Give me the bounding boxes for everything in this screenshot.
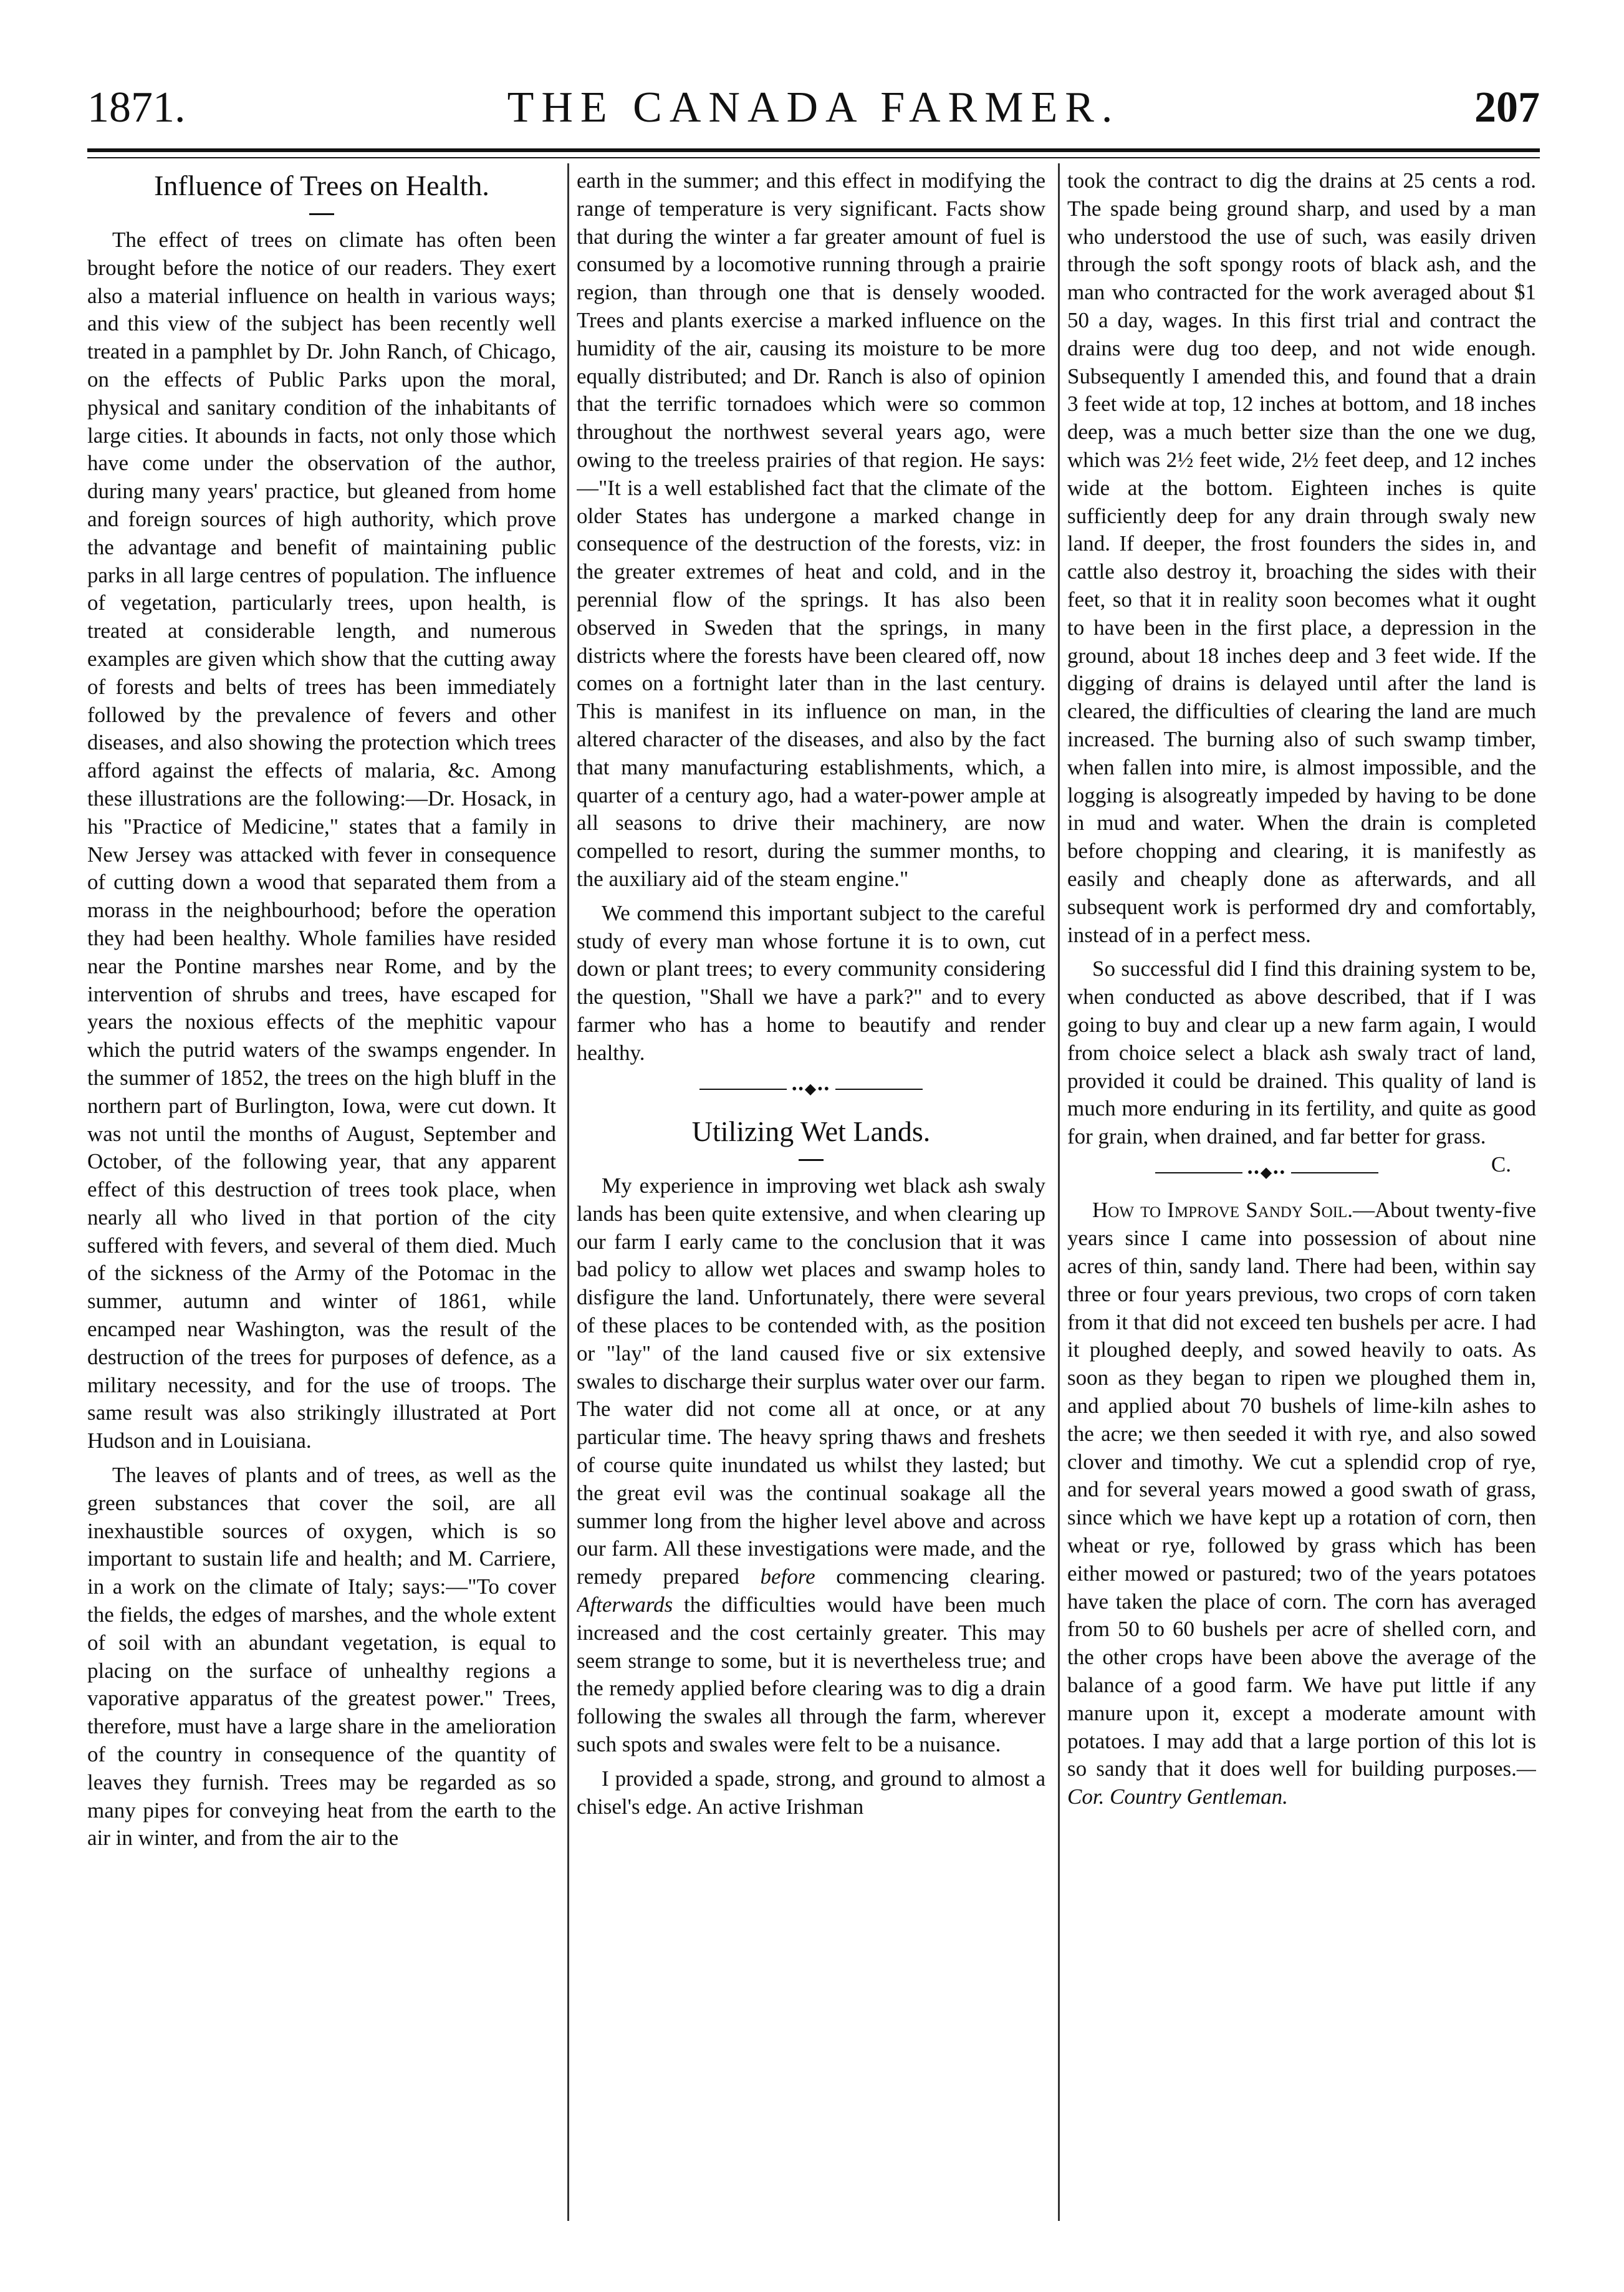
emphasis-text: Afterwards [577,1592,673,1617]
ornament-mark: ••◆•• [791,1081,831,1097]
article-paragraph [1067,1197,1536,1811]
article-title-trees-health: Influence of Trees on Health. [154,170,489,201]
article-paragraph [577,1172,1045,1759]
title-dash [309,213,334,215]
year-label: 1871. [87,84,186,132]
ornament-line [835,1089,923,1090]
column-right [1067,167,1536,2212]
emphasis-text: before [760,1564,815,1589]
ornament-line [1291,1172,1378,1173]
source-credit: —Cor. Country Gentleman. [1067,1756,1536,1809]
section-ornament [577,1076,1045,1102]
article-paragraph: The leaves of plants and of trees, as well as the green substances that cover the soil, are all inexhaustible sources of oxygen, which is so important to sustain life and health; and M. Carriere, in a work on the climate of Italy; says:—"To cover the fields, the edges of marshes, and the whole extent of soil with an abundant vegetation, is equal to placing on the surface of unhealthy regions a vaporative apparatus of the greatest power." Trees, therefore, must have a large share in the amelioration of the country in consequence of the quantity of leaves they furnish. Trees may be regarded as so many pipes for conveying heat from the earth to the air in winter, and from the air to the [87,1463,556,1851]
article-paragraph: earth in the summer; and this effect in modifying the range of temperature is very significant. Facts show that during the winter a far greater amount of fuel is consumed by a locomotive running through a prairie region, than through one that is densely wooded. Trees and plants exercise a marked influence on the humidity of the air, causing its moisture to be more equally distributed; and Dr. Ranch is also of opinion that the terrific tornadoes which were so common throughout the northwest several years ago, were owing to the treeless prairies of that region. He says:—"It is a well established fact that the climate of the older States has undergone a marked change in consequence of the destruction of the forests, viz: in the greater extremes of heat and cold, and in the perennial flow of the springs. It has also been observed in Sweden that the springs, in many districts where the forests have been cleared off, now comes on a fortnight later than in the last century. This is manifest in its influence on man, in the altered character of the diseases, and also by the fact that many manufacturing establishments, which, a quarter of a century ago, had a water-power ample at all seasons to drive their machinery, are now compelled to resort, during the summer months, to the auxiliary aid of the steam engine." [577,168,1045,891]
paragraph-text: —About twenty-five years since I came into possession of about nine acres of thin, sandy land. There had been, within say three or four years previous, two crops of corn taken from it that did not exceed ten bushels per acre. I had it ploughed deeply, and sowed heavily to oats. As soon as they began to ripen we ploughed them in, and applied about 70 bushels of lime-kiln ashes to the acre; we then seeded it with rye, and also sowed clover and timothy. We cut a splendid crop of rye, and for several years mowed a good swath of grass, since which we have kept up a rotation of corn, then wheat or rye, followed by grass which has been either mowed or pastured; two of the years potatoes have taken the place of corn. The corn has averaged from 50 to 60 bushels per acre of shelled corn, and the other crops have been above the average of the balance of a good farm. We have put little if any manure upon it, except a moderate amount with potatoes. I may add that a large portion of this lot is so sandy that it does well for building purposes. [1067,1198,1536,1781]
ornament-line [1155,1172,1242,1173]
article-paragraph: I provided a spade, strong, and ground to almost a chisel's edge. An active Irishman [577,1766,1045,1819]
sandy-soil-heading: How to Improve Sandy Soil. [1092,1198,1353,1223]
column-middle [577,167,1045,2212]
newspaper-title: THE CANADA FARMER. [507,84,1120,132]
title-dash [799,1159,824,1161]
article-paragraph: The effect of trees on climate has often been brought before the notice of our readers. They exert also a material influence on health in various ways; and this view of the subject has been recently well treated in a pamphlet by Dr. John Ranch, of Chicago, on the effects of Public Parks upon the moral, physical and sanitary condition of the inhabitants of large cities. It abounds in facts, not only those which have come under the observation of the author, during many years' practice, but gleaned from home and foreign sources of high authority, which prove the advantage and benefit of maintaining public parks in all large centres of population. The influence of vegetation, particularly trees, upon health, is treated at considerable length, and numerous examples are given which show that the cutting away of forests and belts of trees has been immediately followed by the prevalence of fevers and other diseases, and also showing the protection which trees afford against the effects of malaria, &c. Among these illustrations are the following:—Dr. Hosack, in his "Practice of Medicine," states that a family in New Jersey was attacked with fever in consequence of cutting down a wood that separated them from a morass in the neighbourhood; before the operation they had been healthy. Whole families have resided near the Pontine marshes near Rome, and by the intervention of shrubs and trees, have escaped for years the noxious effects of the mephitic vapour which the putrid waters of the swamps engender. In the summer of 1852, the trees on the high bluff in the northern part of Burlington, Iowa, were cut down. It was not until the months of August, September and October, of the following year, that any apparent effect of this destruction of trees took place, when nearly all who lived in that portion of the city suffered with fevers, and several of them died. Much of the sickness of the Army of the Potomac in the summer, autumn and winter of 1861, while encamped near Washington, was the result of the destruction of the trees for purposes of defence, as a military necessity, and for the use of troops. The same result was also strikingly illustrated at Port Hudson and in Louisiana. [87,228,556,1453]
header-rule-thick [87,148,1540,152]
paragraph-text: commencing clearing. [836,1564,1045,1589]
column-left [87,167,556,2212]
column-divider [1058,163,1060,2221]
author-signature: C. [1491,1152,1511,1177]
paragraph-text: So successful did I find this draining system to be, when conducted as above described, that if I was going to buy and clear up a new farm again, I would from choice select a black ash swaly tract of land, provided it could be drained. This quality of land is much more enduring in its fertility, and quite as good for grain, when drained, and far better for grass. [1067,956,1536,1149]
article-paragraph: took the contract to dig the drains at 25 cents a rod. The spade being ground sharp, and used by a man who understood the use of such, was easily driven through the soft spongy roots of black ash, and the man who contracted for the work averaged about $1 50 a day, wages. In this first trial and contract the drains were dug too deep, and not wide enough. Subsequently I amended this, and found that a drain 3 feet wide at top, 12 inches at bottom, and 18 inches deep, was a much better size than the one we dug, which was 2½ feet wide, 2½ feet deep, and 12 inches wide at the bottom. Eighteen inches is quite sufficiently deep for any drain through swaly new land. If deeper, the frost founders the sides in, and cattle also destroy it, broaching the sides with their feet, so that it in reality soon becomes what it ought to have been in the first place, a depression in the ground, about 18 inches deep and 3 feet wide. If the digging of drains is delayed until after the land is cleared, the difficulties of clearing the land are much increased. The burning also of such swamp timber, when fallen into mire, is almost impossible, and the logging is alsogreatly impeded by having to be done in mud and water. When the drain is completed before chopping and clearing, it is manifestly as easily and cheaply done as afterwards, and all subsequent work is performed dry and comfortably, instead of in a perfect mess. [1067,168,1536,947]
article-paragraph [1067,955,1536,1177]
paragraph-text: My experience in improving wet black ash swaly lands has been quite extensive, and when clearing up our farm I early came to the conclusion that it was bad policy to allow wet places and swamp holes to disfigure the land. Unfortunately, there were several of these places to be contended with, as the position or "lay" of the land caused five or six extensive swales to discharge their surplus water over our farm. The water did not come all at once, or at any particular time. The heavy spring thaws and freshets of course quite inundated us whilst they lasted; but the great evil was the continual soakage all the summer long from the higher level above and across our farm. All these investigations were made, and the remedy prepared [577,1173,1045,1589]
ornament-mark: ••◆•• [1247,1165,1286,1182]
masthead [87,74,1540,142]
page-number: 207 [1474,84,1540,132]
column-divider [567,163,569,2221]
ornament-line [699,1089,787,1090]
article-paragraph: We commend this important subject to the careful study of every man whose fortune it is to own, cut down or plant trees; to every community considering the question, "Shall we have a park?" and to every farmer who has a home to beautify and render healthy. [577,900,1045,1065]
paragraph-text: the difficulties would have been much increased and the cost certainly greater. This may seem strange to some, but it is nevertheless true; and the remedy applied before clearing was to dig a drain following the swales all through the farm, wherever such spots and swales were felt to be a nuisance. [577,1592,1045,1756]
header-rule-thin [87,157,1540,158]
article-title-wet-lands: Utilizing Wet Lands. [691,1115,931,1147]
